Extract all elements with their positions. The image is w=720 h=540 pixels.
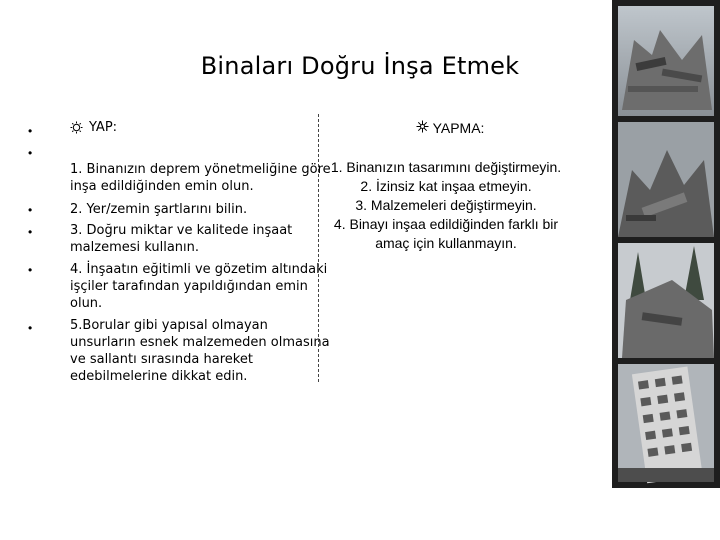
bullet-marker: • [28, 225, 33, 239]
bullet-marker: • [28, 203, 33, 217]
yap-item: 4. İnşaatın eğitimli ve gözetim altındaki işçiler tarafından yapıldığından emin olun. [70, 262, 328, 311]
earthquake-damaged-buildings-photo [612, 0, 720, 488]
yap-heading [70, 120, 117, 135]
yapma-list [330, 158, 562, 253]
snowflake-icon [416, 120, 429, 136]
sun-icon [70, 121, 83, 134]
bullet-marker: • [28, 263, 33, 277]
yap-item: 1. Binanızın deprem yönetmeliğine göre inşa edildiğinden emin olun. [70, 162, 331, 194]
yapma-heading-label: YAPMA: [432, 120, 485, 136]
yap-item: 5.Borular gibi yapısal olmayan unsurların esnek malzemeden olmasına ve sallantı sırasında hareket edebilmelerine dikkat edin. [70, 318, 330, 384]
bullet-marker: • [28, 146, 33, 160]
yap-item: 2. Yer/zemin şartlarını bilin. [70, 202, 248, 217]
yap-item: 3. Doğru miktar ve kalitede inşaat malzemesi kullanın. [70, 223, 293, 255]
yap-heading-label: YAP: [89, 120, 118, 135]
bullet-marker: • [28, 124, 33, 138]
yapma-item: 4. Binayı inşaa edildiğinden farklı bir amaç için kullanmayın. [333, 216, 559, 251]
bullet-column [28, 0, 48, 540]
yapma-item: 3. Malzemeleri değiştirmeyin. [355, 197, 537, 213]
yapma-item: 1. Binanızın tasarımını değiştirmeyin. [330, 159, 562, 175]
slide-title: Binaları Doğru İnşa Etmek [200, 52, 520, 80]
yapma-heading [360, 120, 540, 136]
yapma-item: 2. İzinsiz kat inşaa etmeyin. [360, 178, 532, 194]
column-divider [318, 114, 319, 382]
bullet-marker: • [28, 321, 33, 335]
